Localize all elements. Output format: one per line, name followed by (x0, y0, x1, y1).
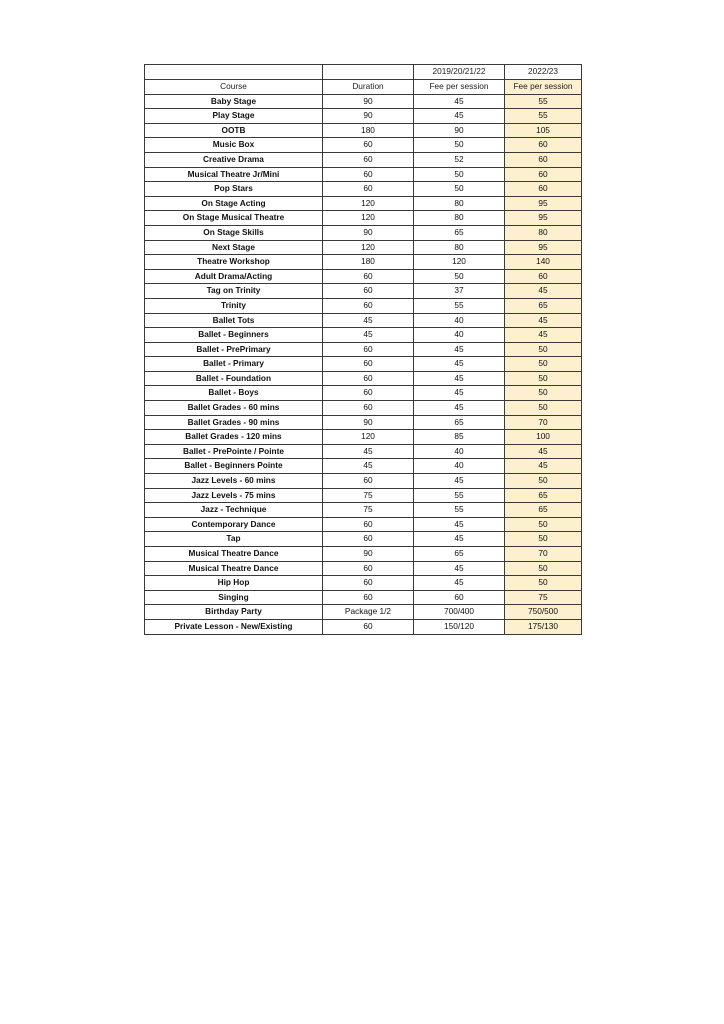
fee-table-body (145, 65, 582, 635)
table-row (145, 123, 582, 138)
column-header-old-fee: Fee per session (414, 80, 505, 95)
duration-cell: 90 (323, 547, 414, 562)
old-fee-cell: 45 (414, 532, 505, 547)
new-fee-cell: 70 (505, 547, 582, 562)
old-fee-cell: 65 (414, 547, 505, 562)
duration-cell: 120 (323, 240, 414, 255)
duration-cell: 120 (323, 196, 414, 211)
duration-cell: 60 (323, 167, 414, 182)
duration-cell: Package 1/2 (323, 605, 414, 620)
old-fee-cell: 45 (414, 94, 505, 109)
column-header-duration: Duration (323, 80, 414, 95)
duration-cell: 60 (323, 357, 414, 372)
course-cell: Ballet Tots (145, 313, 323, 328)
table-row (145, 517, 582, 532)
duration-cell: 45 (323, 444, 414, 459)
table-row (145, 182, 582, 197)
duration-cell: 60 (323, 619, 414, 634)
new-fee-cell: 50 (505, 576, 582, 591)
new-fee-cell: 50 (505, 401, 582, 416)
course-cell: Hip Hop (145, 576, 323, 591)
new-fee-cell: 50 (505, 342, 582, 357)
table-row (145, 357, 582, 372)
old-fee-cell: 55 (414, 503, 505, 518)
duration-cell: 75 (323, 503, 414, 518)
old-fee-cell: 40 (414, 459, 505, 474)
new-fee-cell: 95 (505, 196, 582, 211)
table-row (145, 576, 582, 591)
course-cell: Music Box (145, 138, 323, 153)
column-header-new-fee: Fee per session (505, 80, 582, 95)
new-fee-cell: 75 (505, 590, 582, 605)
course-cell: Play Stage (145, 109, 323, 124)
new-fee-cell: 50 (505, 561, 582, 576)
old-fee-cell: 45 (414, 474, 505, 489)
table-row (145, 561, 582, 576)
course-cell: OOTB (145, 123, 323, 138)
old-fee-cell: 80 (414, 240, 505, 255)
new-fee-cell: 750/500 (505, 605, 582, 620)
old-fee-cell: 55 (414, 298, 505, 313)
duration-cell: 60 (323, 342, 414, 357)
course-cell: Ballet - Beginners (145, 328, 323, 343)
table-row (145, 444, 582, 459)
course-cell: Singing (145, 590, 323, 605)
course-cell: Ballet - Primary (145, 357, 323, 372)
new-fee-cell: 50 (505, 474, 582, 489)
duration-cell: 90 (323, 109, 414, 124)
fee-table (144, 64, 582, 635)
new-fee-cell: 105 (505, 123, 582, 138)
column-header-row (145, 80, 582, 95)
course-cell: Adult Drama/Acting (145, 269, 323, 284)
new-fee-cell: 50 (505, 357, 582, 372)
new-fee-cell: 95 (505, 240, 582, 255)
course-cell: Musical Theatre Jr/Mini (145, 167, 323, 182)
table-row (145, 415, 582, 430)
old-fee-cell: 85 (414, 430, 505, 445)
duration-cell: 60 (323, 371, 414, 386)
period-header-row (145, 65, 582, 80)
table-row (145, 225, 582, 240)
duration-cell: 60 (323, 284, 414, 299)
period-header-new: 2022/23 (505, 65, 582, 80)
duration-cell: 180 (323, 123, 414, 138)
table-row (145, 284, 582, 299)
new-fee-cell: 65 (505, 298, 582, 313)
duration-cell: 60 (323, 269, 414, 284)
course-cell: Musical Theatre Dance (145, 547, 323, 562)
table-row (145, 94, 582, 109)
old-fee-cell: 80 (414, 196, 505, 211)
old-fee-cell: 700/400 (414, 605, 505, 620)
old-fee-cell: 60 (414, 590, 505, 605)
course-cell: Trinity (145, 298, 323, 313)
course-cell: Ballet - PrePrimary (145, 342, 323, 357)
table-row (145, 313, 582, 328)
table-row (145, 430, 582, 445)
table-row (145, 619, 582, 634)
duration-cell: 120 (323, 211, 414, 226)
duration-cell: 60 (323, 182, 414, 197)
duration-cell: 60 (323, 298, 414, 313)
duration-cell: 60 (323, 474, 414, 489)
table-row (145, 269, 582, 284)
course-cell: Tap (145, 532, 323, 547)
course-cell: Contemporary Dance (145, 517, 323, 532)
course-cell: Ballet - PrePointe / Pointe (145, 444, 323, 459)
old-fee-cell: 45 (414, 517, 505, 532)
duration-cell: 45 (323, 459, 414, 474)
course-cell: Next Stage (145, 240, 323, 255)
course-cell: Ballet Grades - 60 mins (145, 401, 323, 416)
new-fee-cell: 50 (505, 371, 582, 386)
old-fee-cell: 45 (414, 561, 505, 576)
duration-cell: 60 (323, 517, 414, 532)
old-fee-cell: 45 (414, 576, 505, 591)
old-fee-cell: 45 (414, 371, 505, 386)
table-row (145, 605, 582, 620)
course-cell: Ballet - Beginners Pointe (145, 459, 323, 474)
duration-cell: 120 (323, 430, 414, 445)
old-fee-cell: 45 (414, 386, 505, 401)
old-fee-cell: 45 (414, 357, 505, 372)
old-fee-cell: 65 (414, 415, 505, 430)
duration-cell: 60 (323, 386, 414, 401)
new-fee-cell: 65 (505, 488, 582, 503)
old-fee-cell: 50 (414, 269, 505, 284)
table-row (145, 342, 582, 357)
period-header-duration (323, 65, 414, 80)
course-cell: Tag on Trinity (145, 284, 323, 299)
table-row (145, 328, 582, 343)
table-row (145, 547, 582, 562)
period-header-old: 2019/20/21/22 (414, 65, 505, 80)
table-row (145, 240, 582, 255)
old-fee-cell: 40 (414, 328, 505, 343)
course-cell: Baby Stage (145, 94, 323, 109)
table-row (145, 474, 582, 489)
table-row (145, 371, 582, 386)
new-fee-cell: 45 (505, 459, 582, 474)
course-cell: Ballet Grades - 120 mins (145, 430, 323, 445)
course-cell: Private Lesson - New/Existing (145, 619, 323, 634)
new-fee-cell: 65 (505, 503, 582, 518)
duration-cell: 60 (323, 590, 414, 605)
new-fee-cell: 60 (505, 138, 582, 153)
new-fee-cell: 45 (505, 313, 582, 328)
course-cell: On Stage Musical Theatre (145, 211, 323, 226)
table-row (145, 298, 582, 313)
table-row (145, 590, 582, 605)
new-fee-cell: 60 (505, 182, 582, 197)
table-row (145, 401, 582, 416)
new-fee-cell: 60 (505, 167, 582, 182)
course-cell: Jazz Levels - 75 mins (145, 488, 323, 503)
duration-cell: 180 (323, 255, 414, 270)
old-fee-cell: 55 (414, 488, 505, 503)
old-fee-cell: 37 (414, 284, 505, 299)
old-fee-cell: 65 (414, 225, 505, 240)
new-fee-cell: 55 (505, 94, 582, 109)
course-cell: Musical Theatre Dance (145, 561, 323, 576)
old-fee-cell: 45 (414, 109, 505, 124)
old-fee-cell: 150/120 (414, 619, 505, 634)
old-fee-cell: 40 (414, 444, 505, 459)
course-cell: Jazz Levels - 60 mins (145, 474, 323, 489)
course-cell: Creative Drama (145, 152, 323, 167)
new-fee-cell: 50 (505, 386, 582, 401)
old-fee-cell: 90 (414, 123, 505, 138)
duration-cell: 60 (323, 401, 414, 416)
duration-cell: 90 (323, 415, 414, 430)
course-cell: Birthday Party (145, 605, 323, 620)
new-fee-cell: 175/130 (505, 619, 582, 634)
course-cell: On Stage Acting (145, 196, 323, 211)
duration-cell: 60 (323, 576, 414, 591)
course-cell: Theatre Workshop (145, 255, 323, 270)
duration-cell: 60 (323, 561, 414, 576)
duration-cell: 60 (323, 138, 414, 153)
table-row (145, 109, 582, 124)
table-row (145, 255, 582, 270)
table-row (145, 138, 582, 153)
table-row (145, 459, 582, 474)
old-fee-cell: 120 (414, 255, 505, 270)
duration-cell: 90 (323, 94, 414, 109)
new-fee-cell: 70 (505, 415, 582, 430)
duration-cell: 45 (323, 328, 414, 343)
course-cell: Ballet - Foundation (145, 371, 323, 386)
course-cell: Ballet Grades - 90 mins (145, 415, 323, 430)
old-fee-cell: 40 (414, 313, 505, 328)
duration-cell: 75 (323, 488, 414, 503)
new-fee-cell: 45 (505, 444, 582, 459)
table-row (145, 152, 582, 167)
table-row (145, 167, 582, 182)
old-fee-cell: 80 (414, 211, 505, 226)
old-fee-cell: 50 (414, 167, 505, 182)
table-row (145, 386, 582, 401)
new-fee-cell: 45 (505, 284, 582, 299)
course-cell: Ballet - Boys (145, 386, 323, 401)
course-cell: Pop Stars (145, 182, 323, 197)
new-fee-cell: 95 (505, 211, 582, 226)
duration-cell: 90 (323, 225, 414, 240)
new-fee-cell: 60 (505, 269, 582, 284)
duration-cell: 45 (323, 313, 414, 328)
course-cell: Jazz - Technique (145, 503, 323, 518)
column-header-course: Course (145, 80, 323, 95)
duration-cell: 60 (323, 152, 414, 167)
table-row (145, 488, 582, 503)
table-row (145, 532, 582, 547)
new-fee-cell: 45 (505, 328, 582, 343)
old-fee-cell: 45 (414, 342, 505, 357)
table-row (145, 503, 582, 518)
table-row (145, 211, 582, 226)
new-fee-cell: 140 (505, 255, 582, 270)
course-cell: On Stage Skills (145, 225, 323, 240)
old-fee-cell: 52 (414, 152, 505, 167)
duration-cell: 60 (323, 532, 414, 547)
new-fee-cell: 100 (505, 430, 582, 445)
new-fee-cell: 50 (505, 517, 582, 532)
new-fee-cell: 50 (505, 532, 582, 547)
period-header-course (145, 65, 323, 80)
new-fee-cell: 80 (505, 225, 582, 240)
old-fee-cell: 50 (414, 138, 505, 153)
old-fee-cell: 50 (414, 182, 505, 197)
new-fee-cell: 55 (505, 109, 582, 124)
table-row (145, 196, 582, 211)
new-fee-cell: 60 (505, 152, 582, 167)
old-fee-cell: 45 (414, 401, 505, 416)
